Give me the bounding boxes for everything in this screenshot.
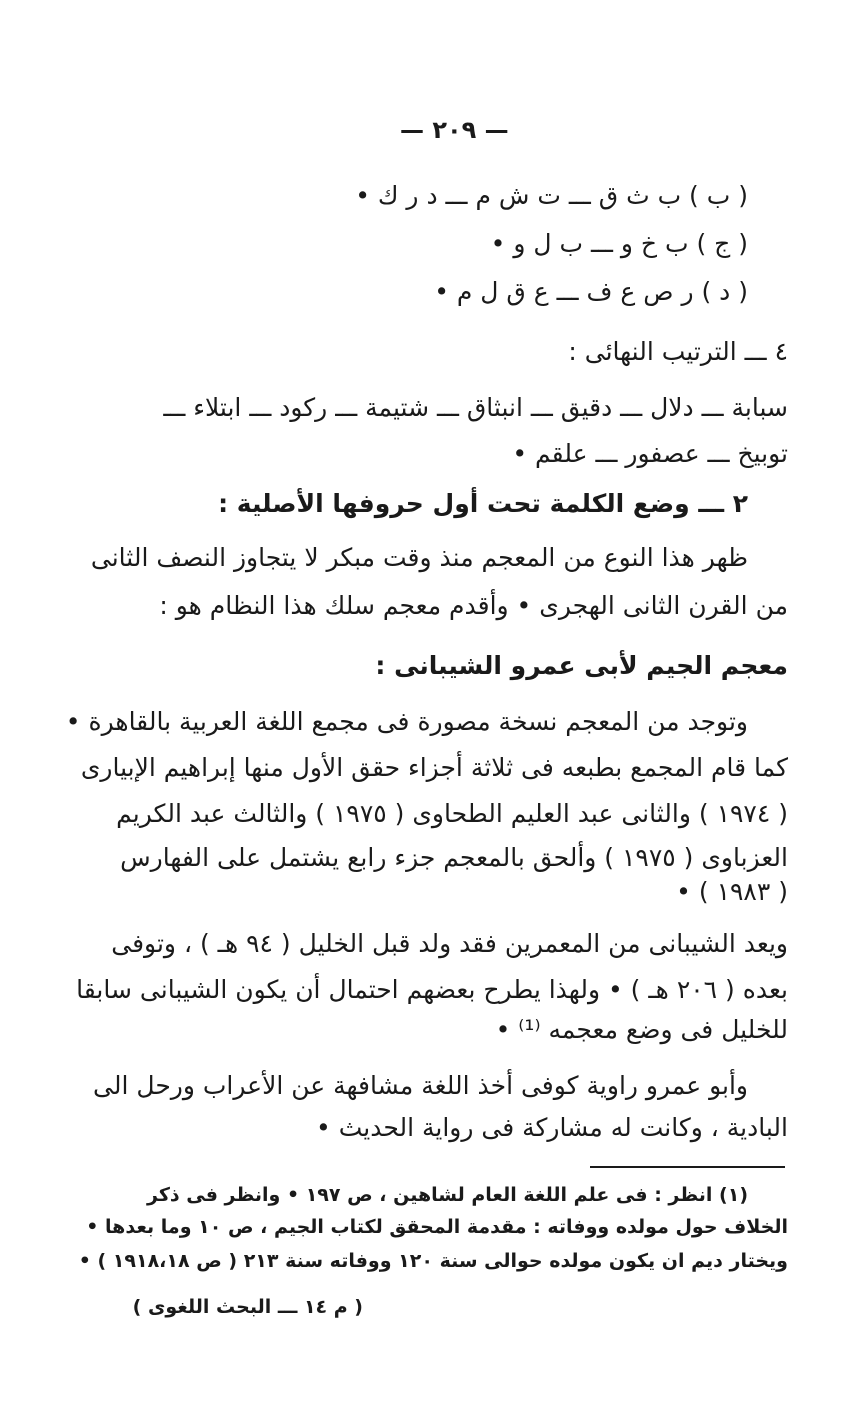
- list-item-j: ( ج ) ب خ و ـــ ب ل و •: [490, 229, 748, 258]
- footnote-line: ويختار ديم ان يكون مولده حوالى سنة ١٢٠ ووفاته سنة ٢١٣ ( ص ١٩١٨،١٨ ) •: [78, 1250, 788, 1272]
- body-line: العزباوى ( ١٩٧٥ ) وألحق بالمعجم جزء رابع يشتمل على الفهارس: [120, 843, 788, 872]
- body-line: ( ١٩٧٤ ) والثانى عبد العليم الطحاوى ( ١٩٧٥ ) والثالث عبد الكريم: [116, 799, 788, 828]
- body-line: البادية ، وكانت له مشاركة فى رواية الحديث •: [316, 1113, 788, 1142]
- body-line: من القرن الثانى الهجرى • وأقدم معجم سلك هذا النظام هو :: [159, 591, 788, 620]
- word-list-line-1: سبابة ـــ دلال ـــ دقيق ـــ انبثاق ـــ شتيمة ـــ ركود ـــ ابتلاء ـــ: [163, 393, 788, 422]
- section-heading-aljim: معجم الجيم لأبى عمرو الشيبانى :: [375, 651, 788, 680]
- list-item-d: ( د ) ر ص ع ف ـــ ع ق ل م •: [434, 277, 748, 306]
- body-line: للخليل فى وضع معجمه ⁽¹⁾ •: [495, 1015, 788, 1044]
- word-list-line-2: توبيخ ـــ عصفور ـــ علقم •: [512, 439, 788, 468]
- body-line: ( ١٩٨٣ ) •: [676, 877, 788, 906]
- body-line: بعده ( ٢٠٦ هـ ) • ولهذا يطرح بعضهم احتمال أن يكون الشيبانى سابقا: [76, 975, 788, 1004]
- page-signature: ( م ١٤ ـــ البحث اللغوى ): [132, 1296, 363, 1318]
- section-heading-root-letters: ٢ ـــ وضع الكلمة تحت أول حروفها الأصلية :: [218, 489, 748, 518]
- body-line: ظهر هذا النوع من المعجم منذ وقت مبكر لا يتجاوز النصف الثانى: [90, 543, 748, 572]
- body-line: وأبو عمرو راوية كوفى أخذ اللغة مشافهة عن الأعراب ورحل الى: [93, 1071, 748, 1100]
- page-number: — ٢٠٩ —: [400, 116, 509, 144]
- list-item-b: ( ب ) ب ث ق ـــ ت ش م ـــ د ر ك •: [355, 181, 748, 210]
- footnote-separator: [590, 1166, 785, 1168]
- body-line: ويعد الشيبانى من المعمرين فقد ولد قبل الخليل ( ٩٤ هـ ) ، وتوفى: [111, 929, 788, 958]
- body-line: كما قام المجمع بطبعه فى ثلاثة أجزاء حقق الأول منها إبراهيم الإبيارى: [80, 753, 788, 782]
- body-line: وتوجد من المعجم نسخة مصورة فى مجمع اللغة العربية بالقاهرة •: [65, 707, 748, 736]
- section-heading-final-order: ٤ ـــ الترتيب النهائى :: [568, 337, 788, 366]
- footnote-line: الخلاف حول مولده ووفاته : مقدمة المحقق لكتاب الجيم ، ص ١٠ وما بعدها •: [86, 1216, 788, 1238]
- footnote-line: (١) انظر : فى علم اللغة العام لشاهين ، ص ١٩٧ • وانظر فى ذكر: [147, 1184, 748, 1206]
